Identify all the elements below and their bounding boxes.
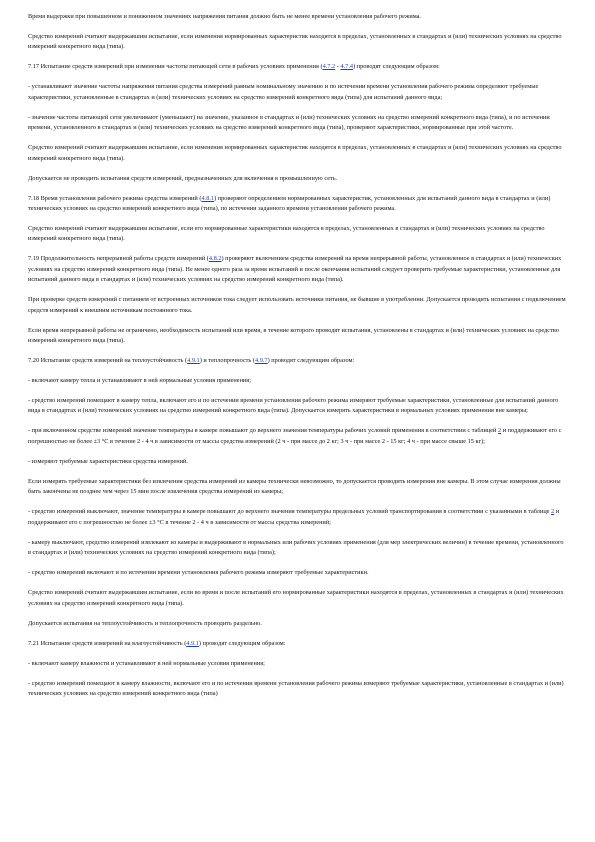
paragraph-p20 xyxy=(28,538,567,559)
paragraph-p23 xyxy=(28,619,567,629)
reference-link[interactable]: 2 xyxy=(497,427,502,435)
paragraph-p18 xyxy=(28,477,567,498)
paragraph-text: - измеряют требуемые характеристики средства измерений. xyxy=(28,457,188,465)
paragraph-text: - значение частоты питающей сети увеличивают (уменьшают) на значение, указанное в стандартах и (или) технических условиях на средство измерений конкретного вида (типа), и по истечении времени, установленного в стандартах и (или) технических условиях на средство измерений конкретного вида (типа), проверяют характеристики, нормированные при этой частоте. xyxy=(28,113,550,132)
reference-link[interactable]: 4.9.1 xyxy=(186,639,199,647)
paragraph-text: ) проверяют определением нормированных характеристик, установленных для испытаний данного вида в стандартах и (или) технических условиях на средство измерений конкретного вида (типа), по истечении заданного времени установления рабочего режима. xyxy=(28,194,551,213)
paragraph-p21 xyxy=(28,568,567,578)
paragraph-text: 7.17 Испытание средств измерений при изменении частоты питающей сети в рабочих условиях применения ( xyxy=(28,63,323,71)
paragraph-text: - xyxy=(335,63,341,71)
reference-link[interactable]: 4.8.1 xyxy=(201,194,215,202)
paragraph-text: - средство измерений выключают, значение температуры в камере повышают до верхнего значения температуры предельных условий транспортирования в соответствии с указанными в таблице xyxy=(28,508,552,516)
paragraph-text: - средство измерений помещают в камеру тепла, включают его и по истечении времени установления рабочего режима измеряют требуемые характеристики, установленные для испытаний данного вида в стандартах и (или) технических условиях на средство измерений конкретного вида (типа). Допускается измерять характеристики в нормальных условиях применения вне камеры; xyxy=(28,397,559,415)
paragraph-p1 xyxy=(28,12,567,22)
paragraph-text: - средство измерений включают и по истечении времени установления рабочего режима измеряют требуемые характеристики. xyxy=(28,569,369,577)
paragraph-text: - при включенном средстве измерений значение температуры в камере повышают до верхнего значения температуры рабочих условий применения в соответствии с таблицей xyxy=(28,427,498,435)
paragraph-text: ) и теплопрочность ( xyxy=(199,357,255,365)
paragraph-text: - средство измерений помещают в камеру влажности, включают его и по истечении времени установления рабочего режима измеряют требуемые характеристики, установленные в стандартах и (или) технических условиях на средство измерений конкретного вида (типа) xyxy=(28,679,564,697)
reference-link[interactable]: 2 xyxy=(551,508,555,516)
paragraph-text: Средство измерений считают выдержавшим испытание, если изменения нормированных характеристик находятся в пределах, установленных в стандартах и (или) технических условиях на средство измерений конкретного вида (типа). xyxy=(28,33,562,51)
reference-link[interactable]: 4.9.1 xyxy=(187,357,200,365)
paragraph-p11 xyxy=(28,295,567,316)
paragraph-text: При проверке средств измерений с питанием от встроенных источников тока следует использовать источники питания, не бывшие в употреблении. Допускается проводить испытания с подключением средств измерений к внешним источникам постоянного тока. xyxy=(28,296,566,314)
paragraph-text: - включают камеру тепла и устанавливают в ней нормальные условия применения; xyxy=(28,377,251,385)
paragraph-p17 xyxy=(28,457,567,467)
paragraph-text: 7.18 Время установления рабочего режима средства измерений ( xyxy=(28,194,202,202)
paragraph-text: ) проводят следующим образом: xyxy=(198,639,286,647)
paragraph-text: Средство измерений считают выдержавшим испытание, если изменения нормированных характеристик находятся в пределах, установленных в стандартах и (или) технических условиях на средство измерений конкретного вида (типа). xyxy=(28,144,562,162)
paragraph-text: 7.19 Продолжительность непрерывной работы средств измерений ( xyxy=(28,255,209,263)
paragraph-text: Допускается не проводить испытания средств измерений, предназначенных для включения в промышленную сеть. xyxy=(28,174,338,182)
paragraph-p3 xyxy=(28,62,567,72)
paragraph-p13 xyxy=(28,356,567,366)
paragraph-p7 xyxy=(28,174,567,184)
paragraph-p5 xyxy=(28,113,567,134)
paragraph-text: Время выдержки при повышенном и пониженном значениях напряжения питания должно быть не менее времени установления рабочего режима. xyxy=(28,13,422,20)
paragraph-p10 xyxy=(28,254,567,285)
paragraph-p19 xyxy=(28,507,567,528)
paragraph-text: Средство измерений считают выдержавшим испытание, если во время и после испытаний его нормированные характеристики находятся в пределах, установленных в стандартах и (или) технических условиях на средство измерений конкретного вида (типа). xyxy=(28,589,564,607)
paragraph-text: Если измерять требуемые характеристики без извлечения средства измерений из камеры технически невозможно, то допускается проводить измерения вне камеры. В этом случае измерения должны быть закончены не позднее чем через 15 мин после извлечения средства измерений из камеры; xyxy=(28,477,561,496)
reference-link[interactable]: 4.9.7 xyxy=(254,357,268,365)
paragraph-text: ) проводят следующим образом: xyxy=(353,63,440,71)
paragraph-text: и поддерживают его с погрешностью не более ±3 °С в течение 2 - 4 ч в зависимости от массы средства измерений (2 ч - при массе до 2 кг; 3 ч - при массе 2 - 15 кг; 4 ч - при массе свыше 15 кг); xyxy=(28,427,562,445)
paragraph-text: Средство измерений считают выдержавшим испытание, если его нормированные характеристики находятся в пределах, установленных в стандартах и (или) технических условиях на средство измерений конкретного вида (типа). xyxy=(28,225,545,243)
paragraph-p2 xyxy=(28,32,567,53)
reference-link[interactable]: 4.7.2 xyxy=(322,63,336,71)
paragraph-p15 xyxy=(28,396,567,417)
paragraph-p24 xyxy=(28,639,567,649)
paragraph-p12 xyxy=(28,326,567,347)
reference-link[interactable]: 4.8.2 xyxy=(208,255,222,263)
paragraph-text: Если время непрерывной работы не ограничено, необходимость испытаний или время, в течение которого проводят испытания, установлены в стандартах и (или) технических условиях на средство измерений конкретного вида (типа). xyxy=(28,326,559,345)
paragraph-text: ) проводят следующим образом: xyxy=(267,357,355,365)
paragraph-p4 xyxy=(28,82,567,103)
paragraph-p8 xyxy=(28,194,567,215)
paragraph-p22 xyxy=(28,588,567,609)
paragraph-p14 xyxy=(28,376,567,386)
paragraph-p16 xyxy=(28,426,567,447)
paragraph-text: и поддерживают его с погрешностью не более ±3 °С в течение 2 - 4 ч в зависимости от массы средства измерений; xyxy=(28,508,560,526)
paragraph-p26 xyxy=(28,679,567,700)
paragraph-text: Допускается испытания на теплоустойчивость и теплопрочность проводить раздельно. xyxy=(28,619,262,627)
paragraph-text: 7.20 Испытание средств измерений на теплоустойчивость ( xyxy=(28,357,188,365)
paragraph-p25 xyxy=(28,659,567,669)
paragraph-text: ) проверяют включением средства измерений на время непрерывной работы, установленное в стандартах и (или) технических условиях на средство измерений конкретного вида (типа). Не менее одного раза за время испытаний и после окончания испытаний следует проверить требуемые характеристики, установленные для испытаний данного вида в стандартах и (или) технических условиях на средство измерений конкретного вида (типа). xyxy=(28,255,562,284)
reference-link[interactable]: 4.7.4 xyxy=(340,63,354,71)
paragraph-p9 xyxy=(28,224,567,245)
paragraph-text: - включают камеру влажности и устанавливают в ней нормальные условия применения; xyxy=(28,659,265,667)
paragraph-p6 xyxy=(28,143,567,164)
paragraph-text: - камеру выключают, средство измерений извлекают из камеры и выдерживают в нормальных или рабочих условиях применения (для мер электрических величин) в течение времени, установленного в стандартах и (или) технических условиях на средство измерений конкретного вида (типа); xyxy=(28,538,564,557)
paragraph-text: 7.21 Испытание средств измерений на влагоустойчивость ( xyxy=(28,639,187,647)
paragraph-text: - устанавливают значение частоты напряжения питания средства измерений равным номинальному значению и по истечении времени установления рабочего режима определяют требуемые характеристики, установленные в стандартах и (или) технических условиях на средство измерений конкретного вида (типа) для испытаний данного вида; xyxy=(28,83,539,101)
